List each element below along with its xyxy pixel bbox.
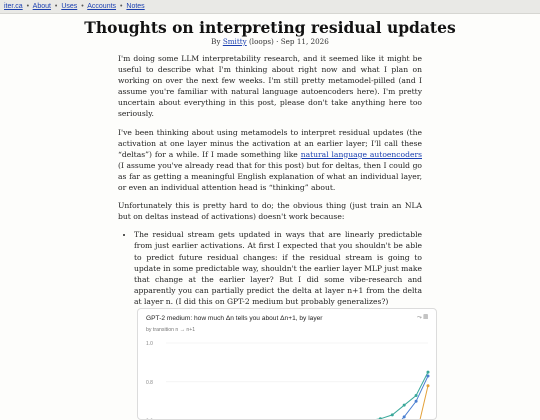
data-point[interactable] — [427, 375, 430, 378]
paragraph-intro: I'm doing some LLM interpretability research, and it seemed like it might be useful to describe what I'm thinking about right now and what I plan on working on over the next few weeks. I'm still pretty metamodel-pilled (and I assume you're familiar with natural language autoencoders here). I'm pretty uncertain about everything in this post, please don't take anything here too seriously. — [118, 53, 422, 120]
post-byline — [0, 37, 540, 46]
nav-separator: • — [118, 3, 124, 10]
list-item: • The residual stream gets updated in ways that are linearly predictable from just earlier activations. At first I expected that you shouldn't be able to predict future residual changes: if the residual stream is going to update in some predictable way, shouldn't the earlier layer MLP just make that change at the earlier layer? But I did some vibe-research and apparently you can partially predict the delta at layer n+1 from the delta at layer n. (I did this on GPT-2 medium but probably generalizes?) — [134, 229, 422, 307]
nav-link-home[interactable]: iter.ca — [4, 3, 23, 10]
nav-separator: • — [53, 3, 59, 10]
byline-prefix: By — [211, 37, 220, 46]
data-point[interactable] — [403, 415, 406, 418]
data-point[interactable] — [427, 371, 430, 374]
post-body — [118, 53, 422, 307]
chart-plot — [138, 309, 436, 419]
author-handle: (loops) — [249, 37, 274, 46]
paragraph-deltas — [118, 127, 422, 194]
data-point[interactable] — [427, 384, 430, 387]
chart-title: GPT-2 medium: how much Δn tells you about Δn+1, by layer — [146, 315, 322, 322]
site-nav — [4, 0, 145, 13]
data-point[interactable] — [391, 413, 394, 416]
series-line-1 — [309, 376, 428, 419]
post-date: Sep 11, 2026 — [281, 37, 329, 46]
nav-separator: • — [25, 3, 31, 10]
nav-link-accounts[interactable]: Accounts — [87, 3, 116, 10]
nav-separator: • — [79, 3, 85, 10]
data-point[interactable] — [379, 417, 382, 419]
nla-link[interactable]: natural language autoencoders — [301, 150, 422, 159]
data-point[interactable] — [403, 404, 406, 407]
series-line-2 — [166, 386, 428, 419]
nav-link-uses[interactable]: Uses — [61, 3, 77, 10]
author-link[interactable]: Smitty — [223, 37, 247, 46]
series-line-0 — [261, 372, 428, 419]
post-title: Thoughts on interpreting residual updates — [0, 18, 540, 37]
paragraph-problem: Unfortunately this is pretty hard to do; the obvious thing (just train an NLA but on deltas instead of activations) doesn't work because: — [118, 200, 422, 222]
date-separator: · — [276, 37, 278, 46]
paragraph-deltas-text-end: (I assume you've already read that for this post) but for deltas, then I could go as far as getting a meaningful English explanation of what an individual layer, or even an individual attention head is “thinking” about. — [118, 161, 422, 192]
chart-toolbar-icons[interactable]: ⤳ ▤ — [417, 315, 428, 322]
reasons-list — [118, 229, 422, 307]
chart-subtitle: by transition n → n+1 — [146, 327, 195, 333]
y-tick-label: 1.0 — [146, 341, 153, 347]
data-point[interactable] — [415, 394, 418, 397]
nav-link-notes[interactable]: Notes — [126, 3, 144, 10]
data-point[interactable] — [415, 400, 418, 403]
paragraph-deltas-text: I've been thinking about using metamodels to interpret residual updates (the activation at one layer minus the activation at an earlier layer; I'll call these “deltas”) for a while. If I made something like — [118, 128, 422, 159]
y-tick-label: 0.8 — [146, 380, 153, 386]
chart-card — [137, 308, 437, 420]
top-nav-bar — [0, 0, 540, 14]
nav-link-about[interactable]: About — [33, 3, 51, 10]
